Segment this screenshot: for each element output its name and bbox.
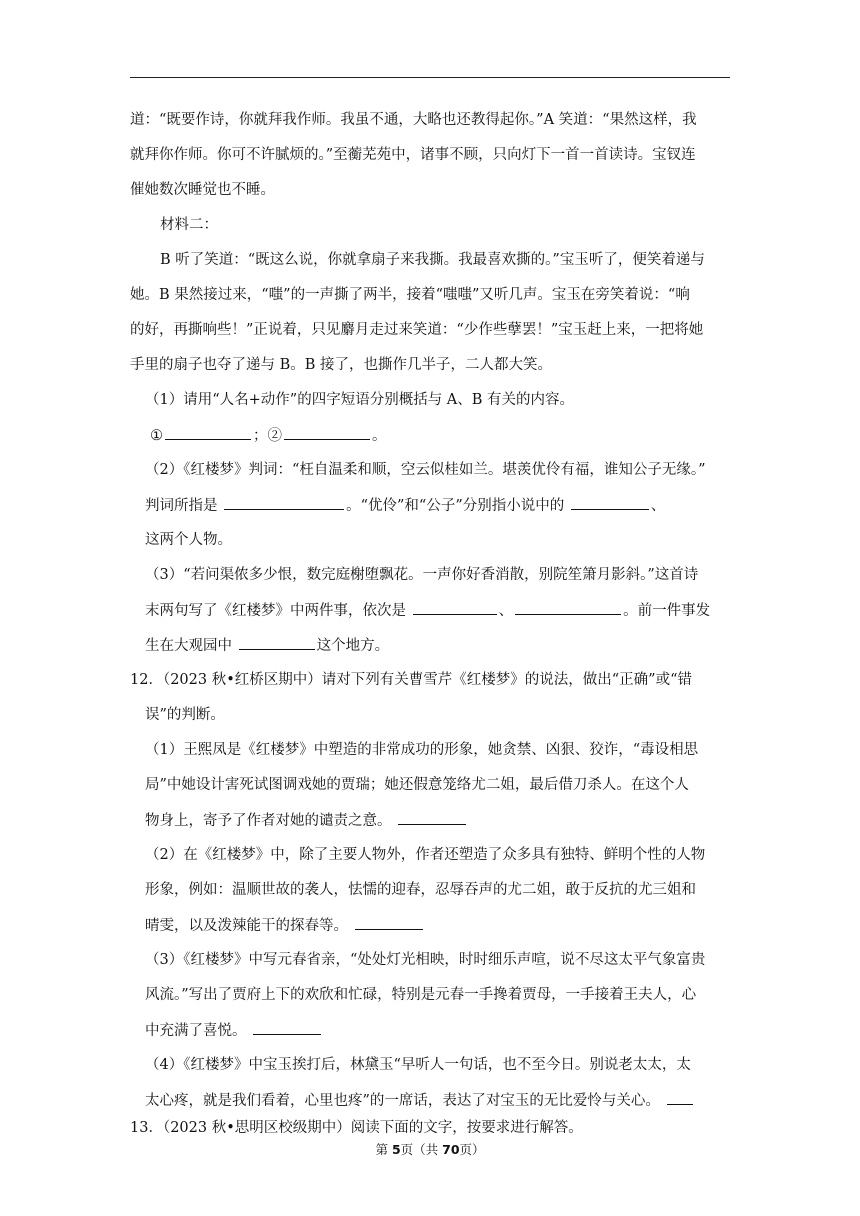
question-3-line: 末两句写了《红楼梦》中两件事，依次是 、 。前一件事发 <box>145 600 710 621</box>
statement-1-line: 局”中她设计害死试图调戏她的贾瑞；她还假意笼络尤二姐，最后借刀杀人。在这个人 <box>145 777 689 793</box>
material-two-heading: 材料二： <box>160 217 218 233</box>
answer-blank[interactable] <box>398 810 466 825</box>
question-1: （1）请用“人名+动作”的四字短语分别概括与 A、B 有关的内容。 <box>145 392 575 408</box>
statement-2: （2）在《红楼梦》中，除了主要人物外，作者还塑造了众多具有独特、鲜明个性的人物 <box>145 847 706 863</box>
question-2: （2）《红楼梦》判词：“枉自温柔和顺，空云似桂如兰。堪羡优伶有福，谁知公子无缘。” <box>145 462 706 478</box>
statement-3: （3）《红楼梦》中写元春省亲，“处处灯光相映，时时细乐声喧，说不尽这太平气象富贵 <box>145 952 706 968</box>
statement-4: （4）《红楼梦》中宝玉挨打后，林黛玉“早听人一句话，也不至今日。别说老太太，太 <box>145 1057 691 1073</box>
statement-3-line: 风流。”写出了贾府上下的欢欣和忙碌，特别是元春一手搀着贾母，一手接着王夫人，心 <box>145 987 697 1003</box>
marker-2: ② <box>267 428 282 444</box>
answer-blank[interactable] <box>515 600 621 615</box>
answer-blank[interactable] <box>413 600 497 615</box>
statement-2-line: 晴雯，以及泼辣能干的探春等。 <box>145 915 425 936</box>
passage-line: 道：“既要作诗，你就拜我作师。我虽不通，大略也还教得起你。”A 笑道：“果然这样，我 <box>130 112 697 128</box>
page-number: 5 <box>391 1142 401 1157</box>
question-2-line: 判词所指是 。“优伶”和“公子”分别指小说中的 、 <box>145 495 665 516</box>
answer-blank[interactable] <box>284 425 370 440</box>
passage-line: 就拜你作师。你可不许腻烦的。”至蘅芜苑中，诸事不顾，只向灯下一首一首读诗。宝钗连 <box>130 147 696 163</box>
header-rule <box>130 77 730 78</box>
passage-line: 的好，再撕响些！”正说着，只见麝月走过来笑道：“少作些孽罢！”宝玉赶上来，一把将她 <box>130 322 704 338</box>
question-12: 12．（2023 秋•红桥区期中）请对下列有关曹雪芹《红楼梦》的说法，做出“正确”或“错 <box>130 672 692 688</box>
statement-4-line: 太心疼，就是我们看着，心里也疼”的一席话，表达了对宝玉的无比爱怜与关心。 <box>145 1090 695 1111</box>
answer-blank[interactable] <box>239 635 315 650</box>
question-3: （3）“若问渠侬多少恨，数完庭榭堕飘花。一声你好香消散，别院笙箫月影斜。”这首诗 <box>145 567 699 583</box>
passage-line: 手里的扇子也夺了递与 B。B 接了，也撕作几半子，二人都大笑。 <box>130 357 553 373</box>
passage-line: B 听了笑道：“既这么说，你就拿扇子来我撕。我最喜欢撕的。”宝玉听了，便笑着递与 <box>160 252 705 268</box>
statement-1-line: 物身上，寄予了作者对她的谴责之意。 <box>145 810 468 831</box>
statement-2-line: 形象，例如：温顺世故的袭人，怯懦的迎春，忍辱吞声的尤二姐，敢于反抗的尤三姐和 <box>145 882 696 898</box>
passage-line: 催她数次睡觉也不睡。 <box>130 182 275 198</box>
statement-3-line: 中充满了喜悦。 <box>145 1020 323 1041</box>
answer-blank[interactable] <box>224 495 344 510</box>
page-total: 70 <box>442 1142 460 1157</box>
question-2-line: 这两个人物。 <box>145 532 232 548</box>
statement-1: （1）王熙凤是《红楼梦》中塑造的非常成功的形象，她贪禁、凶狠、狡诈，“毒设相思 <box>145 742 699 758</box>
answer-blank[interactable] <box>165 425 251 440</box>
marker-1: ① <box>150 428 163 444</box>
page-footer: 第 5页（共 70页） <box>375 1142 485 1157</box>
question-13: 13．（2023 秋•思明区校级期中）阅读下面的文字，按要求进行解答。 <box>130 1120 583 1136</box>
answer-blank[interactable] <box>667 1090 693 1105</box>
question-1-answers: ① ；② 。 <box>150 425 387 446</box>
question-12-line: 误”的判断。 <box>145 707 225 723</box>
answer-blank[interactable] <box>571 495 649 510</box>
question-3-line: 生在大观园中 这个地方。 <box>145 635 389 656</box>
passage-line: 她。B 果然接过来，“嗤”的一声撕了两半，接着“嗤嗤”又听几声。宝玉在旁笑着说：“响 <box>130 287 690 303</box>
answer-blank[interactable] <box>253 1020 321 1035</box>
answer-blank[interactable] <box>355 915 423 930</box>
